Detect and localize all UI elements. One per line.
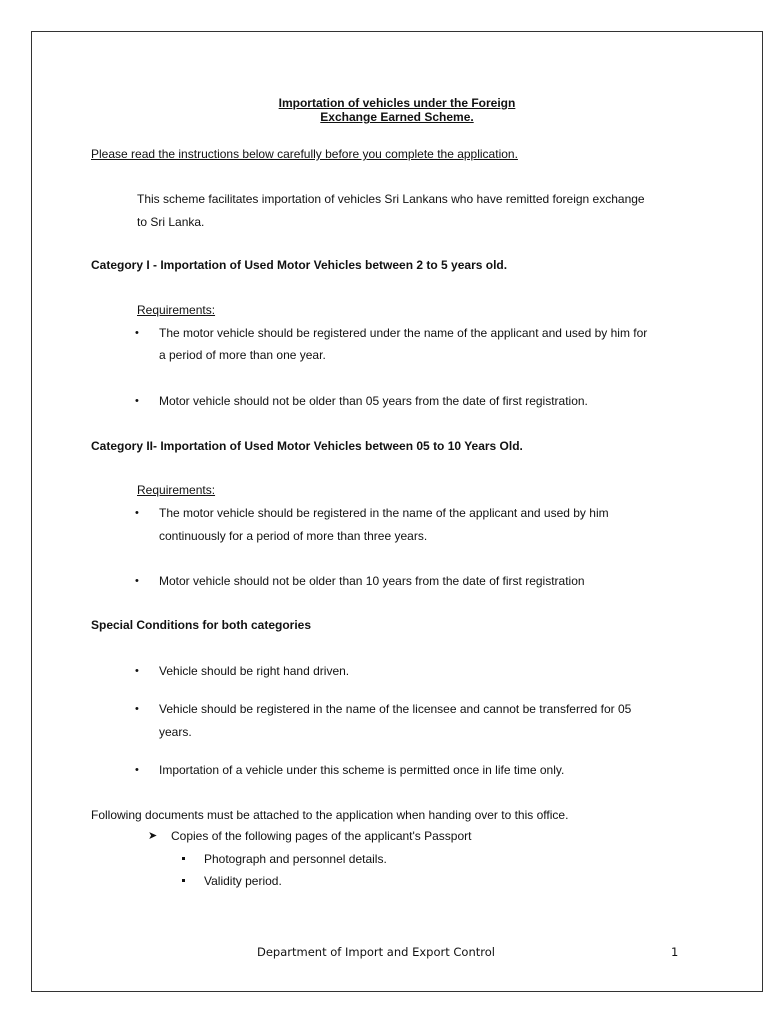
documents-sub-item1: Photograph and personnel details. [204, 852, 387, 866]
category2-heading: Category II- Importation of Used Motor Vehicles between 05 to 10 Years Old. [91, 439, 523, 453]
documents-intro: Following documents must be attached to the application when handing over to this office. [91, 808, 569, 822]
bullet-icon: • [135, 395, 139, 407]
documents-arrow-item: Copies of the following pages of the applicant's Passport [171, 829, 472, 843]
arrow-bullet-icon: ➤ [148, 830, 158, 842]
bullet-icon: • [135, 665, 139, 677]
special-item2-line1: Vehicle should be registered in the name of the licensee and cannot be transferred for 05 [159, 702, 632, 716]
intro-line1: This scheme facilitates importation of vehicles Sri Lankans who have remitted foreign exchange [137, 192, 645, 206]
bullet-icon: • [135, 575, 139, 587]
category1-item2: Motor vehicle should not be older than 05 years from the date of first registration. [159, 394, 588, 408]
intro-line2: to Sri Lanka. [137, 215, 205, 229]
category2-item1-line1: The motor vehicle should be registered in the name of the applicant and used by him [159, 506, 609, 520]
category1-requirements-label: Requirements: [137, 303, 216, 317]
category1-item1-line2: a period of more than one year. [159, 348, 326, 362]
document-page [31, 31, 763, 992]
category2-requirements-label: Requirements: [137, 483, 216, 497]
footer-page-number: 1 [671, 945, 679, 959]
document-title-line1: Importation of vehicles under the Foreign [278, 96, 516, 110]
special-item1: Vehicle should be right hand driven. [159, 664, 350, 678]
category1-heading: Category I - Importation of Used Motor Vehicles between 2 to 5 years old. [91, 258, 508, 272]
square-bullet-icon [182, 857, 185, 860]
bullet-icon: • [135, 764, 139, 776]
category2-item2: Motor vehicle should not be older than 10 years from the date of first registration [159, 574, 585, 588]
square-bullet-icon [182, 879, 185, 882]
special-conditions-heading: Special Conditions for both categories [91, 618, 312, 632]
category1-item1-line1: The motor vehicle should be registered under the name of the applicant and used by him for [159, 326, 648, 340]
bullet-icon: • [135, 327, 139, 339]
bullet-icon: • [135, 703, 139, 715]
document-title-line2: Exchange Earned Scheme. [320, 110, 474, 124]
bullet-icon: • [135, 507, 139, 519]
instructions-note: Please read the instructions below carefully before you complete the application. [91, 147, 518, 161]
special-item2-line2: years. [159, 725, 192, 739]
documents-sub-item2: Validity period. [204, 874, 282, 888]
special-item3: Importation of a vehicle under this scheme is permitted once in life time only. [159, 763, 565, 777]
footer-department: Department of Import and Export Control [257, 945, 495, 959]
category2-item1-line2: continuously for a period of more than three years. [159, 529, 428, 543]
